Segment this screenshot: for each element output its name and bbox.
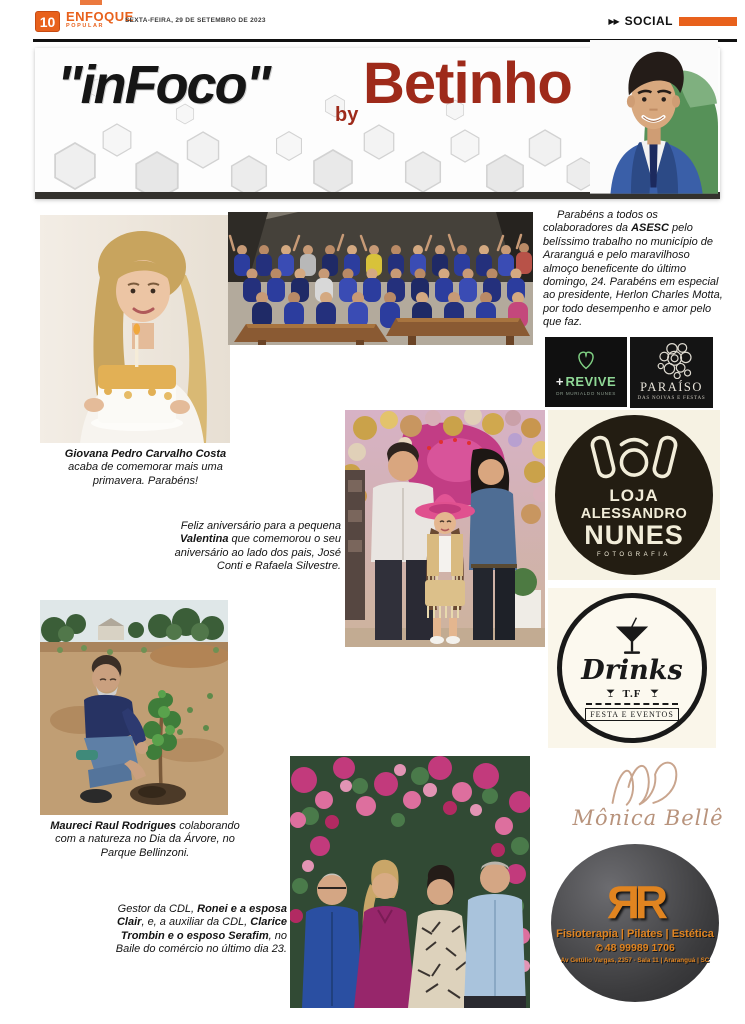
rr-address: Av Getúlio Vargas, 2357 - Sala 11 | Araranguá | SC (560, 957, 710, 965)
paraiso-ad (630, 337, 713, 408)
monogram-flourish-icon (588, 748, 708, 810)
byline-by: by (335, 104, 359, 126)
drinks-subtitle: FESTA E EVENTOS (585, 708, 679, 721)
alessandro-nunes-ad (548, 410, 720, 580)
tree-planting-photo (40, 600, 228, 815)
section-label: SOCIAL (624, 14, 673, 28)
loja-line3: NUNES (584, 520, 684, 550)
rr-logo (551, 844, 719, 1002)
rr-phone (595, 942, 675, 954)
betinho-portrait (590, 40, 718, 192)
paraiso-subtitle: DAS NOIVAS E FESTAS (637, 396, 706, 401)
revive-name: REVIVE (565, 374, 617, 389)
rr-phone-number: 48 99989 1706 (604, 942, 675, 955)
newspaper-logo (66, 10, 134, 30)
page-header (33, 10, 737, 36)
monica-belle-ad (558, 748, 738, 838)
loja-line4: FOTOGRAFIA (597, 552, 671, 558)
asesc-caption: Parabéns a todos os colaboradores da ASESC pelo belíssimo trabalho no município de Araranguá e pelo maravilhoso almoço beneficente do último domingo, 24. Parabéns em especial ao presidente, Herlon Charles Motta, por todo desempenho e amor pelo que faz. (543, 209, 723, 329)
drinks-initials: T.F (622, 687, 642, 700)
loja-line1: LOJA (609, 486, 659, 505)
section-accent-bar (679, 17, 737, 26)
paraiso-name: PARAÍSO (640, 380, 703, 394)
rr-fisioterapia-ad (548, 842, 722, 1004)
revive-plus: + (555, 374, 564, 389)
brand-subname: POPULAR (66, 23, 105, 29)
rr-monogram: ЯR (606, 875, 664, 928)
camera-icon (582, 432, 686, 484)
loja-line2: ALESSANDRO (580, 506, 688, 522)
martini-icon (610, 615, 654, 657)
flower-cluster-icon (646, 341, 698, 379)
cdl-baile-photo (290, 756, 530, 1008)
column-title: "inFoco" (57, 55, 270, 115)
byline-author: Betinho (363, 51, 572, 116)
print-mark (80, 0, 102, 5)
revive-subtitle: DR MURIALDO NUNES (556, 391, 616, 396)
column-masthead (35, 48, 720, 199)
martini-small-icon (649, 687, 660, 700)
asesc-group-photo (228, 212, 533, 345)
drinks-tf-logo (557, 593, 707, 743)
dashed-divider (586, 703, 678, 705)
monica-belle-name: Mônica Bellê (572, 806, 724, 830)
phone-icon: ✆ (595, 943, 603, 954)
heart-icon (573, 348, 599, 372)
valentina-family-photo (345, 410, 545, 647)
section-header (608, 14, 737, 28)
maureci-caption: Maureci Raul Rodrigues colaborando com a natureza no Dia da Árvore, no Parque Bellinzoni. (50, 820, 240, 859)
alessandro-nunes-logo (555, 415, 713, 575)
giovana-caption: Giovana Pedro Carvalho Costa acaba de comemorar mais uma primavera. Parabéns! (64, 448, 227, 487)
chevrons-icon: ▶▶ (608, 16, 619, 26)
brand-name: ENFOQUE (66, 9, 134, 24)
cdl-caption: Gestor da CDL, Ronei e a esposa Clair, e, a auxiliar da CDL, Clarice Trombin e o esposo Serafim, no Baile do comércio no último dia 23. (115, 903, 287, 956)
drinks-name: Drinks (581, 655, 683, 686)
giovana-birthday-photo (40, 215, 230, 443)
martini-small-icon (605, 687, 616, 700)
drinks-tf-ad (548, 588, 716, 748)
page-number: 10 (35, 11, 60, 32)
revive-ad (545, 337, 627, 407)
edition-date: SEXTA-FEIRA, 29 DE SETEMBRO DE 2023 (125, 17, 266, 24)
valentina-caption: Feliz aniversário para a pequena Valentina que comemorou o seu aniversário ao lado dos pais, José Conti e Rafaela Silvestre. (174, 520, 341, 573)
rr-services: Fisioterapia | Pilates | Estética (556, 928, 714, 941)
